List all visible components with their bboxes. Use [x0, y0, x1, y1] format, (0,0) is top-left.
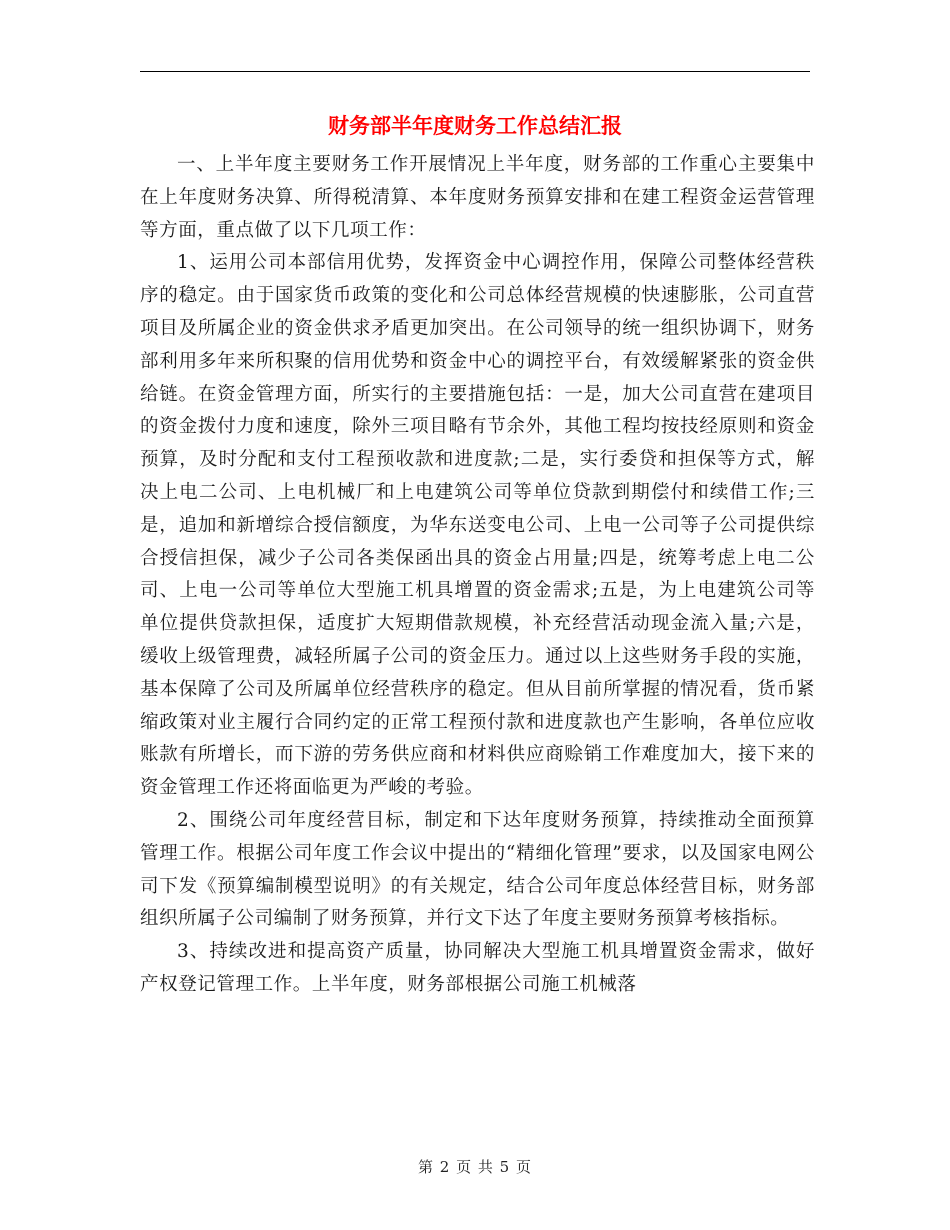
document-body	[140, 149, 815, 1002]
document-title: 财务部半年度财务工作总结汇报	[328, 114, 622, 138]
paragraph-item-1: 1、运用公司本部信用优势，发挥资金中心调控作用，保障公司整体经营秩序的稳定。由于国家货币政策的变化和公司总体经营规模的快速膨胀，公司直营项目及所属企业的资金供求矛盾更加突出。在公司领导的统一组织协调下，财务部利用多年来所积聚的信用优势和资金中心的调控平台，有效缓解紧张的资金供给链。在资金管理方面，所实行的主要措施包括：一是，加大公司直营在建项目的资金拨付力度和速度，除外三项目略有节余外，其他工程均按技经原则和资金预算，及时分配和支付工程预收款和进度款;二是，实行委贷和担保等方式，解决上电二公司、上电机械厂和上电建筑公司等单位贷款到期偿付和续借工作;三是，追加和新增综合授信额度，为华东送变电公司、上电一公司等子公司提供综合授信担保，减少子公司各类保函出具的资金占用量;四是，统筹考虑上电二公司、上电一公司等单位大型施工机具增置的资金需求;五是，为上电建筑公司等单位提供贷款担保，适度扩大短期借款规模，补充经营活动现金流入量;六是，缓收上级管理费，减轻所属子公司的资金压力。通过以上这些财务手段的实施，基本保障了公司及所属单位经营秩序的稳定。但从目前所掌握的情况看，货币紧缩政策对业主履行合同约定的正常工程预付款和进度款也产生影响，各单位应收账款有所增长，而下游的劳务供应商和材料供应商赊销工作难度加大，接下来的资金管理工作还将面临更为严峻的考验。	[140, 252, 815, 799]
paragraph-item-2: 2、围绕公司年度经营目标，制定和下达年度财务预算，持续推动全面预算管理工作。根据公司年度工作会议中提出的“精细化管理”要求，以及国家电网公司下发《预算编制模型说明》的有关规定，结合公司年度总体经营目标，财务部组织所属子公司编制了财务预算，并行文下达了年度主要财务预算考核指标。	[140, 809, 815, 930]
page-footer: 第 2 页 共 5 页	[418, 1158, 532, 1176]
paragraph-intro: 一、上半年度主要财务工作开展情况上半年度，财务部的工作重心主要集中在上年度财务决算、所得税清算、本年度财务预算安排和在建工程资金运营管理等方面，重点做了以下几项工作：	[140, 154, 815, 241]
paragraph-item-3: 3、持续改进和提高资产质量，协同解决大型施工机具增置资金需求，做好产权登记管理工作。上半年度，财务部根据公司施工机械落	[140, 941, 815, 995]
header-rule	[140, 71, 810, 72]
